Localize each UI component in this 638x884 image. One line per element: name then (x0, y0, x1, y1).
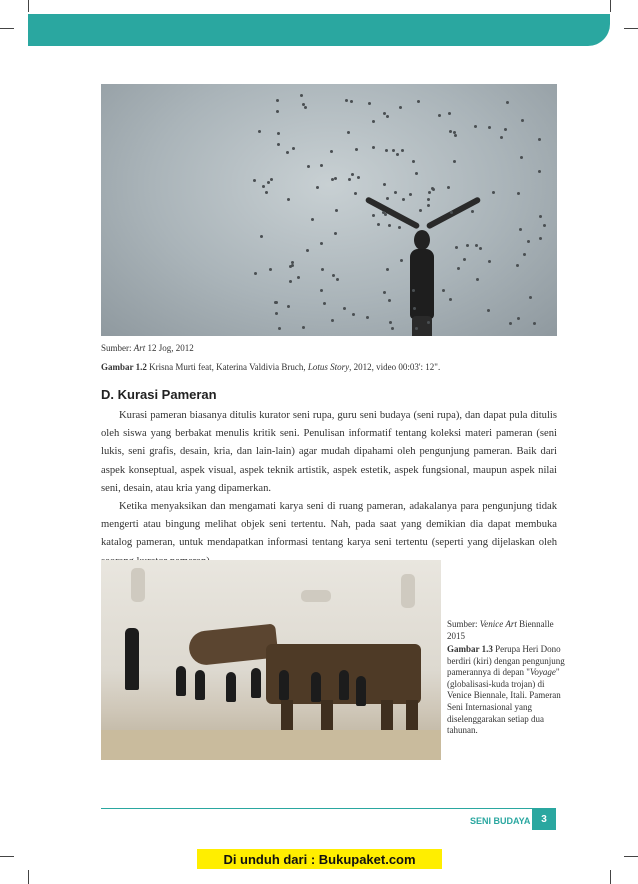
petal-decoration (457, 267, 460, 270)
petal-decoration (479, 247, 482, 250)
petal-decoration (538, 138, 541, 141)
petal-decoration (500, 136, 503, 139)
petal-decoration (262, 185, 265, 188)
petal-decoration (388, 224, 391, 227)
petal-decoration (275, 312, 278, 315)
petal-decoration (450, 211, 453, 214)
petal-decoration (476, 278, 479, 281)
petal-decoration (448, 112, 451, 115)
petal-decoration (417, 100, 420, 103)
petal-decoration (321, 268, 324, 271)
petal-decoration (487, 309, 490, 312)
petal-decoration (453, 160, 456, 163)
petal-decoration (516, 264, 519, 267)
petal-decoration (383, 291, 386, 294)
page-number: 3 (532, 808, 556, 830)
petal-decoration (372, 214, 375, 217)
petal-decoration (258, 130, 261, 133)
petal-decoration (488, 260, 491, 263)
footer-subject-label: SENI BUDAYA (470, 816, 531, 826)
petal-decoration (345, 99, 348, 102)
petal-decoration (287, 198, 290, 201)
petal-decoration (331, 319, 334, 322)
petal-decoration (350, 100, 353, 103)
petal-decoration (428, 191, 431, 194)
petal-decoration (412, 160, 415, 163)
petal-decoration (521, 119, 524, 122)
petal-decoration (372, 120, 375, 123)
crop-mark (624, 856, 638, 857)
figure1-caption: Gambar 1.2 Krisna Murti feat, Katerina Valdivia Bruch, Lotus Story, 2012, video 00:03': 12". (101, 362, 441, 372)
petal-decoration (431, 187, 434, 190)
petal-decoration (527, 240, 530, 243)
petal-decoration (269, 268, 272, 271)
petal-decoration (304, 106, 307, 109)
petal-decoration (302, 326, 305, 329)
petal-decoration (438, 114, 441, 117)
petal-decoration (442, 289, 445, 292)
petal-decoration (323, 302, 326, 305)
petal-decoration (488, 126, 491, 129)
petal-decoration (415, 172, 418, 175)
petal-decoration (454, 134, 457, 137)
petal-decoration (336, 278, 339, 281)
petal-decoration (520, 156, 523, 159)
petal-decoration (401, 149, 404, 152)
petal-decoration (475, 244, 478, 247)
petal-decoration (278, 327, 281, 330)
petal-decoration (400, 259, 403, 262)
petal-decoration (517, 192, 520, 195)
petal-decoration (260, 235, 263, 238)
petal-decoration (277, 132, 280, 135)
figure2-caption: Gambar 1.3 Perupa Heri Dono berdiri (kiri) dengan pengunjung pamerannya di depan "Voyage" (globalisasi-kuda trojan) di Venice Biennale, Itali. Pameran Seni Internasional yang diselenggarakan setiap dua tahunan. (447, 644, 565, 736)
petal-decoration (306, 249, 309, 252)
petal-decoration (471, 210, 474, 213)
petal-decoration (386, 197, 389, 200)
petal-decoration (377, 223, 380, 226)
petal-decoration (347, 131, 350, 134)
petal-decoration (292, 147, 295, 150)
petal-decoration (320, 164, 323, 167)
petal-decoration (335, 209, 338, 212)
petal-decoration (413, 307, 416, 310)
petal-decoration (300, 94, 303, 97)
petal-decoration (463, 258, 466, 261)
petal-decoration (307, 165, 310, 168)
petal-decoration (396, 153, 399, 156)
crop-mark (28, 870, 29, 884)
petal-decoration (330, 150, 333, 153)
petal-decoration (351, 173, 354, 176)
petal-decoration (449, 130, 452, 133)
crop-mark (610, 870, 611, 884)
petal-decoration (398, 226, 401, 229)
petal-decoration (474, 125, 477, 128)
petal-decoration (394, 191, 397, 194)
voyage-exhibition-photo (101, 560, 441, 760)
lotus-story-photo (101, 84, 557, 336)
petal-decoration (402, 198, 405, 201)
petal-decoration (383, 112, 386, 115)
petal-decoration (343, 307, 346, 310)
petal-decoration (265, 191, 268, 194)
petal-decoration (409, 193, 412, 196)
petal-decoration (291, 261, 294, 264)
section-title: D. Kurasi Pameran (101, 387, 217, 402)
petal-decoration (447, 186, 450, 189)
petal-decoration (253, 179, 256, 182)
petal-decoration (386, 115, 389, 118)
paragraph: Ketika menyaksikan dan mengamati karya seni di ruang pameran, adakalanya para pengunjung tidak mengerti atau bingung melihat objek seni tertentu. Nah, pada saat yang demikian dia dapat membuka katalog pameran, untuk mendapatkan informasi tentang karya seni tertentu (seperti yang dijelaskan oleh (101, 501, 557, 549)
petal-decoration (276, 110, 279, 113)
petal-decoration (352, 313, 355, 316)
petal-decoration (302, 103, 305, 106)
petal-decoration (289, 280, 292, 283)
petal-decoration (399, 106, 402, 109)
petal-decoration (517, 317, 520, 320)
petal-decoration (427, 204, 430, 207)
petal-decoration (509, 322, 512, 325)
petal-decoration (320, 242, 323, 245)
figure1-source: Sumber: Art 12 Jog, 2012 (101, 343, 194, 353)
crop-mark (610, 0, 611, 12)
footer-divider (101, 808, 532, 809)
crop-mark (0, 28, 14, 29)
petal-decoration (419, 209, 422, 212)
petal-decoration (523, 253, 526, 256)
petal-decoration (270, 178, 273, 181)
petal-decoration (332, 274, 335, 277)
figure2-source: Sumber: Venice Art Biennalle 2015 (447, 619, 554, 641)
petal-decoration (533, 322, 536, 325)
petal-decoration (291, 264, 294, 267)
paragraph: Kurasi pameran biasanya ditulis kurator seni rupa, guru seni budaya (seni rupa), dan dapat pula ditulis oleh siswa yang berbakat menulis kritik seni. Penulisan informatif tentang koleksi materi pameran (seni lukis, seni grafis, desain, kria, dan lain-lain) agar mudah dipahami oleh pengunjung pameran. Baik dari aspek konseptual, aspek visual, aspek teknik artistik, aspek estetik, aspek fungsional, maupun aspek nilai seni, desain, atau kria yang dipamerkan. (101, 410, 557, 494)
petal-decoration (538, 170, 541, 173)
crop-mark (0, 856, 14, 857)
petal-decoration (392, 149, 395, 152)
petal-decoration (254, 272, 257, 275)
petal-decoration (366, 316, 369, 319)
crop-mark (624, 28, 638, 29)
petal-decoration (449, 298, 452, 301)
section-body (101, 407, 557, 571)
petal-decoration (506, 101, 509, 104)
petal-decoration (415, 327, 418, 330)
petal-decoration (385, 149, 388, 152)
petal-decoration (539, 237, 542, 240)
petal-decoration (276, 99, 279, 102)
petal-decoration (267, 181, 270, 184)
petal-decoration (348, 178, 351, 181)
petal-decoration (539, 215, 542, 218)
petal-decoration (320, 289, 323, 292)
petal-decoration (388, 299, 391, 302)
petal-decoration (287, 305, 290, 308)
petal-decoration (529, 296, 532, 299)
petal-decoration (427, 198, 430, 201)
petal-decoration (368, 102, 371, 105)
petal-decoration (372, 146, 375, 149)
petal-decoration (316, 186, 319, 189)
petal-decoration (492, 191, 495, 194)
crop-mark (28, 0, 29, 12)
petal-decoration (386, 268, 389, 271)
petal-decoration (355, 148, 358, 151)
petal-decoration (504, 128, 507, 131)
petal-decoration (334, 232, 337, 235)
header-accent-bar (28, 14, 610, 46)
petal-decoration (357, 176, 360, 179)
petal-decoration (391, 327, 394, 330)
petal-decoration (297, 276, 300, 279)
petal-decoration (383, 183, 386, 186)
petal-decoration (334, 177, 337, 180)
petal-decoration (274, 301, 277, 304)
petal-decoration (277, 143, 280, 146)
petal-decoration (543, 224, 546, 227)
petal-decoration (354, 192, 357, 195)
petal-decoration (311, 218, 314, 221)
petal-decoration (286, 151, 289, 154)
download-banner[interactable]: Di unduh dari : Bukupaket.com (197, 849, 442, 869)
petal-decoration (466, 244, 469, 247)
petal-decoration (455, 246, 458, 249)
petal-decoration (389, 321, 392, 324)
petal-decoration (519, 228, 522, 231)
